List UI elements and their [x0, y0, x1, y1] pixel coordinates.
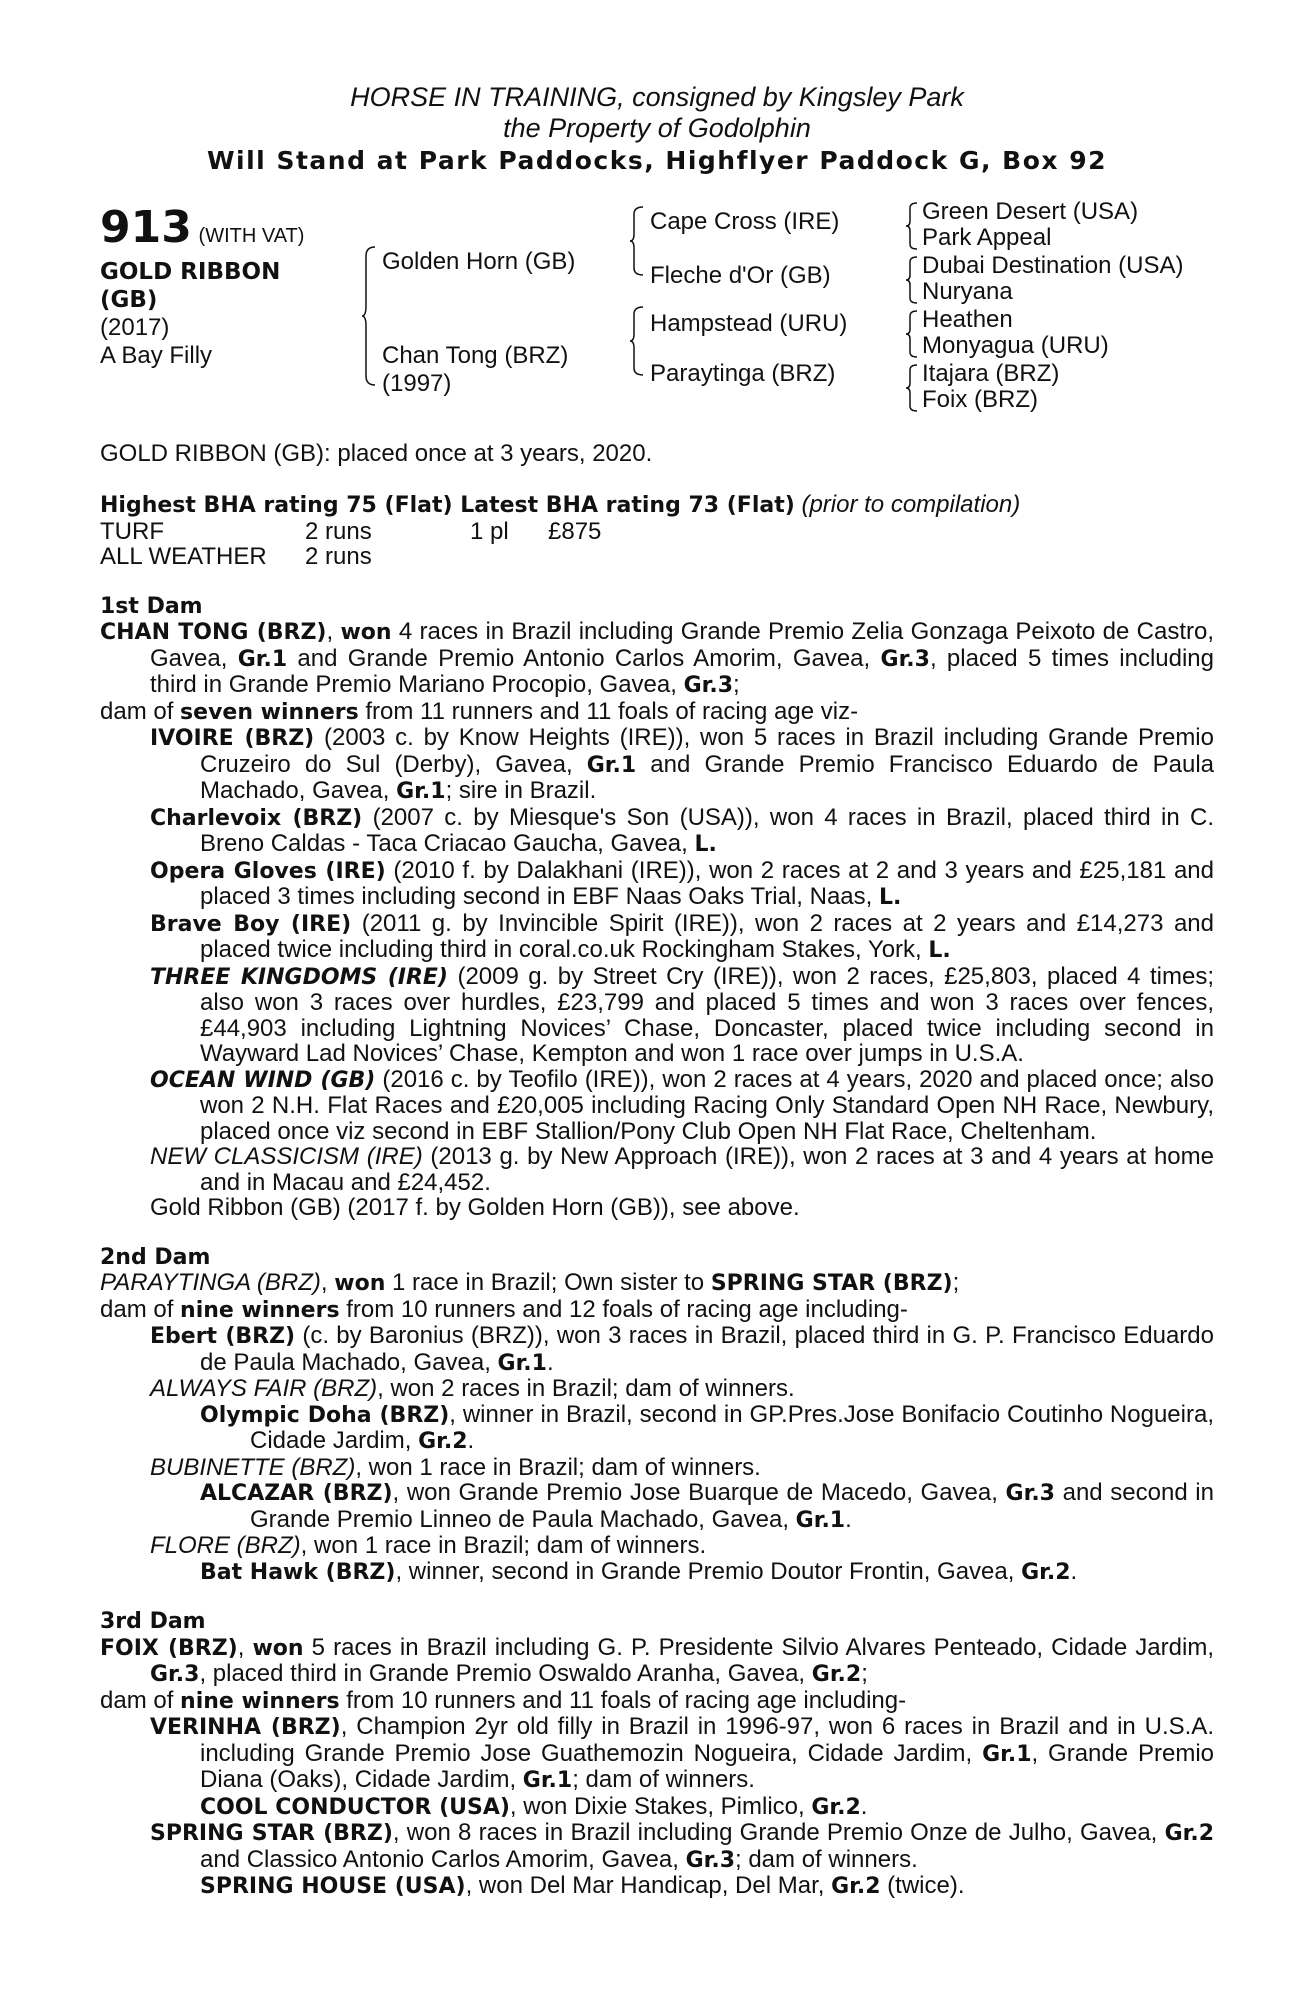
ratings-line	[100, 492, 1214, 519]
text: from 10 runners and 11 foals of racing age including-	[339, 1686, 907, 1714]
text: won	[334, 1271, 386, 1296]
text: ;	[952, 1269, 960, 1296]
brace-sd	[906, 256, 918, 304]
progeny-name: NEW CLASSICISM (IRE)	[150, 1143, 423, 1170]
progeny-name: SPRING HOUSE (USA)	[200, 1874, 466, 1899]
lot-number: 913	[100, 202, 192, 253]
text: ; dam of winners.	[735, 1845, 918, 1873]
text: (2016 c. by Teofilo (IRE)), won 2 races at 4 years, 2020 and placed once; also won 2 N.H. Flat Races and £20,005 including Racing Only Standard Open NH Race, Newbury, placed once viz second in EBF Stallion/Pony Club Open NH Flat Race, Cheltenham.	[200, 1065, 1214, 1145]
text: ;	[861, 1660, 868, 1687]
text: , winner in Brazil, second in GP.Pres.Jose Bonifacio Coutinho Nogueira, Cidade Jardim,	[250, 1400, 1214, 1454]
sd-dam: Nuryana	[922, 278, 1013, 305]
consignor-line: HORSE IN TRAINING, consigned by Kingsley Park	[350, 82, 964, 112]
section-heading: 2nd Dam	[100, 1244, 211, 1270]
winners-count: nine winners	[180, 1688, 340, 1714]
text: , Grande Premio Diana (Oaks), Cidade Jardim,	[200, 1739, 1214, 1793]
progeny-name: Olympic Doha (BRZ)	[200, 1402, 450, 1428]
text: ;	[733, 671, 740, 698]
text: , placed third in Grande Premio Oswaldo Aranha, Gavea,	[199, 1660, 812, 1687]
progeny-name: ALWAYS FAIR (BRZ)	[150, 1375, 378, 1402]
ds-dam: Monyagua (URU)	[922, 332, 1109, 359]
sire-dam: Fleche d'Or (GB)	[650, 262, 831, 289]
text: (2009 g. by Street Cry (IRE)), won 2 races, £25,803, placed 4 times; also won 3 races over hurdles, £23,799 and placed 5 times and won 3 races over fences, £44,903 including Lightning Novices’ Chase, Doncaster, placed twice including second in Wayward Lad Novices’ Chase, Kempton and won 1 race over jumps in U.S.A.	[200, 962, 1215, 1067]
first-dam-section	[100, 594, 1214, 1221]
grade: Gr.3	[683, 673, 734, 698]
text: ,	[237, 1633, 253, 1661]
progeny-name: VERINHA (BRZ)	[150, 1715, 341, 1740]
ss-dam: Park Appeal	[922, 224, 1052, 251]
grade: Gr.2	[811, 1662, 862, 1687]
grade: Gr.2	[418, 1429, 468, 1454]
text: (2003 c. by Know Heights (IRE)), won 5 races in Brazil including Grande Premio Cruzeiro do Sul (Derby), Gavea,	[200, 724, 1214, 778]
grand-progeny-entry	[100, 1559, 1214, 1586]
brace-ds	[906, 310, 918, 358]
dd-sire: Itajara (BRZ)	[922, 360, 1060, 387]
sire-dam-brace	[362, 246, 376, 386]
section-heading: 3rd Dam	[100, 1609, 206, 1634]
catalogue-page	[100, 82, 1214, 1900]
progeny-name: Charlevoix (BRZ)	[150, 805, 363, 831]
grade: L.	[928, 938, 951, 963]
stable-line: Will Stand at Park Paddocks, Highflyer Paddock G, Box 92	[206, 146, 1108, 175]
text: , won 2 races in Brazil; dam of winners.	[377, 1375, 795, 1402]
progeny-entry	[100, 1455, 1214, 1481]
owner-line: the Property of Godolphin	[503, 113, 811, 143]
progeny-name: Bat Hawk (BRZ)	[200, 1559, 396, 1585]
dam-name: PARAYTINGA (BRZ)	[100, 1269, 321, 1296]
winners-count: seven winners	[180, 699, 359, 725]
grand-progeny-entry	[100, 1480, 1214, 1533]
text: ; sire in Brazil.	[445, 777, 597, 804]
progeny-entry: Gold Ribbon (GB) (2017 f. by Golden Horn (GB)), see above.	[150, 1194, 800, 1221]
grand-progeny-entry	[100, 1794, 1214, 1821]
brace-dd	[906, 364, 918, 412]
winners-count: nine winners	[180, 1297, 340, 1323]
text: , won Grande Premio Jose Buarque de Macedo, Gavea,	[392, 1479, 1006, 1506]
third-dam-section	[100, 1609, 1214, 1900]
grade: Gr.1	[586, 752, 637, 778]
text: , won Dixie Stakes, Pimlico,	[509, 1792, 812, 1820]
progeny-name: Ebert (BRZ)	[150, 1324, 296, 1349]
text: ; dam of winners.	[572, 1766, 755, 1793]
text: , won Del Mar Handicap, Del Mar,	[465, 1872, 832, 1899]
grade: Gr.1	[795, 1507, 846, 1533]
grade: Gr.1	[522, 1768, 573, 1793]
section-heading: 1st Dam	[100, 593, 203, 619]
brace-ss	[906, 202, 918, 250]
text: from 10 runners and 12 foals of racing age including-	[339, 1295, 908, 1323]
horse-name: GOLD RIBBON	[100, 259, 281, 285]
ratings-block	[100, 492, 1214, 570]
progeny-name: ALCAZAR (BRZ)	[200, 1481, 393, 1506]
text: ,	[320, 1269, 335, 1296]
record-runs: 2 runs	[305, 517, 372, 545]
progeny-entry	[100, 1323, 1214, 1376]
text: and Grande Premio Antonio Carlos Amorim, Gavea,	[287, 644, 881, 672]
record-placings: 1 pl	[470, 517, 509, 545]
text: ,	[326, 618, 341, 645]
grade: Gr.1	[982, 1741, 1032, 1767]
text: dam of	[100, 1686, 181, 1714]
race-summary: GOLD RIBBON (GB): placed once at 3 years, 2020.	[100, 440, 653, 467]
text: and Classico Antonio Carlos Amorim, Gavea,	[200, 1845, 686, 1873]
progeny-name: THREE KINGDOMS (IRE)	[150, 964, 448, 990]
text: (2010 f. by Dalakhani (IRE)), won 2 races at 2 and 3 years and £25,181 and placed 3 times including second in EBF Naas Oaks Trial, Naas,	[200, 856, 1215, 910]
grade: Gr.3	[880, 646, 930, 672]
text: dam of	[100, 1295, 181, 1323]
text: , won 8 races in Brazil including Grande Premio Onze de Julho, Gavea,	[392, 1819, 1165, 1846]
progeny-entry	[100, 1533, 1214, 1559]
grade: Gr.3	[685, 1847, 735, 1873]
text: (c. by Baronius (BRZ)), won 3 races in Brazil, placed third in G. P. Francisco Eduardo de Paula Machado, Gavea,	[200, 1322, 1214, 1376]
dam-of-line	[100, 1688, 1214, 1715]
text: 5 races in Brazil including G. P. Presidente Silvio Alvares Penteado, Cidade Jardim,	[303, 1633, 1214, 1661]
text: .	[1070, 1557, 1078, 1585]
progeny-entry	[100, 1144, 1214, 1195]
progeny-entry	[100, 725, 1214, 805]
text: dam of	[100, 697, 181, 725]
dam-name: CHAN TONG (BRZ)	[100, 620, 327, 645]
progeny-name: FLORE (BRZ)	[150, 1532, 301, 1559]
text: (twice).	[880, 1872, 965, 1899]
horse-description: A Bay Filly	[100, 342, 213, 369]
sire: Golden Horn (GB)	[382, 248, 576, 275]
grand-progeny-entry	[100, 1402, 1214, 1455]
horse-country: (GB)	[100, 287, 158, 313]
progeny-entry	[100, 1067, 1214, 1145]
grade: Gr.2	[1021, 1559, 1071, 1585]
lot-number-line	[100, 204, 304, 252]
ds-sire: Heathen	[922, 306, 1013, 333]
vat-label: (WITH VAT)	[198, 225, 305, 247]
page-header	[100, 82, 1214, 178]
record-row	[100, 519, 1214, 545]
progeny-name: IVOIRE (BRZ)	[150, 726, 315, 751]
text: , won 1 race in Brazil; dam of winners.	[355, 1453, 761, 1481]
dam-dam: Paraytinga (BRZ)	[650, 360, 836, 387]
text: won	[340, 620, 392, 645]
text: , placed 5 times including third in Grande Premio Mariano Procopio, Gavea,	[150, 644, 1214, 698]
grade: Gr.3	[150, 1662, 200, 1687]
horse-year: (2017)	[100, 314, 170, 341]
pedigree-block	[100, 198, 1214, 468]
record-surface: ALL WEATHER	[100, 543, 267, 570]
dam: Chan Tong (BRZ)	[382, 342, 569, 369]
grand-progeny-entry	[100, 1873, 1214, 1900]
progeny-name: COOL CONDUCTOR (USA)	[200, 1794, 510, 1820]
grade: Gr.1	[396, 779, 446, 804]
text: , won 1 race in Brazil; dam of winners.	[300, 1532, 707, 1559]
ratings-note: (prior to compilation)	[801, 491, 1021, 518]
sire-sire: Cape Cross (IRE)	[650, 208, 840, 235]
second-dam-section	[100, 1245, 1214, 1586]
progeny-entry	[100, 1376, 1214, 1402]
progeny-name: Brave Boy (IRE)	[150, 911, 352, 937]
record-prize: £875	[548, 517, 602, 545]
grade: Gr.2	[831, 1874, 881, 1899]
progeny-entry	[100, 1820, 1214, 1873]
sire-line-brace	[630, 206, 644, 276]
progeny-entry	[100, 858, 1214, 911]
text: won	[252, 1635, 304, 1661]
dam-entry	[100, 1270, 1214, 1297]
grade: L.	[694, 832, 717, 857]
sibling-name: SPRING STAR (BRZ)	[710, 1271, 953, 1296]
record-row	[100, 544, 1214, 570]
progeny-entry	[100, 805, 1214, 858]
dam-name: FOIX (BRZ)	[100, 1635, 238, 1661]
text: 1 race in Brazil; Own sister to	[385, 1269, 711, 1296]
progeny-name: Opera Gloves (IRE)	[150, 858, 386, 884]
text: from 11 runners and 11 foals of racing age viz-	[358, 697, 859, 725]
progeny-entry	[100, 1714, 1214, 1794]
dam-year: (1997)	[382, 370, 452, 397]
dam-entry	[100, 1635, 1214, 1688]
text: .	[546, 1348, 554, 1376]
grade: Gr.1	[497, 1350, 547, 1376]
dam-entry	[100, 619, 1214, 699]
ss-sire: Green Desert (USA)	[922, 198, 1139, 225]
progeny-name: BUBINETTE (BRZ)	[150, 1453, 356, 1481]
dd-dam: Foix (BRZ)	[922, 386, 1038, 413]
progeny-entry	[100, 964, 1214, 1067]
dam-of-line	[100, 1297, 1214, 1324]
text: and second in Grande Premio Linneo de Paula Machado, Gavea,	[250, 1479, 1214, 1533]
dam-sire: Hampstead (URU)	[650, 310, 848, 337]
text: .	[860, 1792, 868, 1820]
dam-of-line	[100, 699, 1214, 726]
bha-ratings: Highest BHA rating 75 (Flat) Latest BHA rating 73 (Flat)	[100, 493, 795, 518]
grade: L.	[878, 885, 902, 910]
grade: Gr.2	[811, 1794, 861, 1820]
text: .	[467, 1427, 475, 1454]
text: (2013 g. by New Approach (IRE)), won 2 races at 3 and 4 years at home and in Macau and £24,452.	[200, 1143, 1214, 1196]
progeny-name: SPRING STAR (BRZ)	[150, 1821, 393, 1846]
grade: Gr.3	[1005, 1481, 1055, 1506]
grade: Gr.1	[237, 646, 288, 672]
record-surface: TURF	[100, 517, 164, 545]
text: (2011 g. by Invincible Spirit (IRE)), won 2 races at 2 years and £14,273 and placed twice including third in coral.co.uk Rockingham Stakes, York,	[200, 909, 1215, 963]
record-runs: 2 runs	[305, 543, 372, 570]
text: .	[845, 1505, 852, 1533]
progeny-entry	[100, 911, 1214, 964]
dam-line-brace	[630, 306, 644, 376]
text: and Grande Premio Francisco Eduardo de Paula Machado, Gavea,	[200, 750, 1215, 804]
grade: Gr.2	[1164, 1821, 1215, 1846]
text: , Champion 2yr old filly in Brazil in 1996-97, won 6 races in Brazil and in U.S.A. including Grande Premio Jose Guathemozin Nogueira, Cidade Jardim,	[200, 1713, 1214, 1767]
text: 4 races in Brazil including Grande Premio Zelia Gonzaga Peixoto de Castro, Gavea,	[150, 618, 1214, 672]
progeny-name: OCEAN WIND (GB)	[150, 1067, 376, 1093]
sd-sire: Dubai Destination (USA)	[922, 252, 1184, 279]
text: , winner, second in Grande Premio Doutor Frontin, Gavea,	[395, 1557, 1022, 1585]
text: (2007 c. by Miesque's Son (USA)), won 4 races in Brazil, placed third in C. Breno Caldas - Taca Criacao Gaucha, Gavea,	[200, 803, 1215, 857]
